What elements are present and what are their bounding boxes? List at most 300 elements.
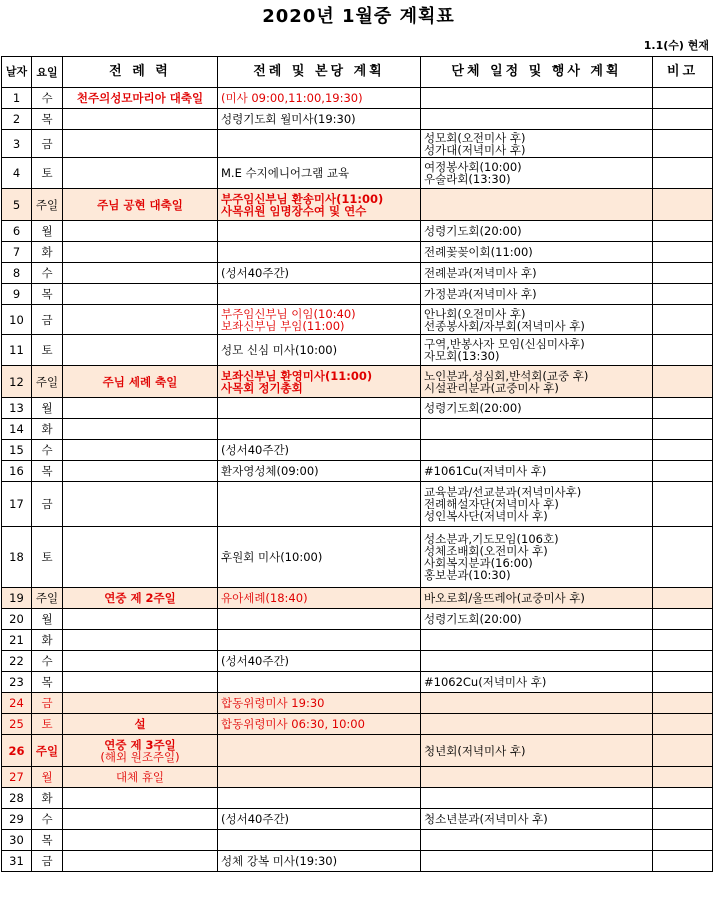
group-line: 전례분과(저녁미사 후) xyxy=(424,266,537,280)
liturgy-cell xyxy=(63,109,218,130)
groups-cell xyxy=(421,527,653,588)
schedule-row xyxy=(2,735,713,767)
liturgy-cell xyxy=(63,693,218,714)
liturgy-cell xyxy=(63,788,218,809)
group-line: 성소분과,기도모임(106호) xyxy=(424,532,559,546)
groups-cell xyxy=(421,809,653,830)
weekday-cell xyxy=(32,109,63,130)
note-cell xyxy=(653,851,713,872)
liturgy-cell xyxy=(63,735,218,767)
weekday-cell xyxy=(32,335,63,366)
plan-cell xyxy=(218,263,421,284)
liturgy-cell xyxy=(63,809,218,830)
date-cell xyxy=(2,398,32,419)
weekday-value: 화 xyxy=(41,245,53,259)
weekday-value: 토 xyxy=(41,166,53,180)
date-value: 20 xyxy=(9,612,24,626)
date-cell xyxy=(2,851,32,872)
group-line: 홍보분과(10:30) xyxy=(424,568,511,582)
group-line: 전례꽃꽂이회(11:00) xyxy=(424,245,533,259)
plan-cell xyxy=(218,305,421,335)
schedule-row xyxy=(2,305,713,335)
weekday-value: 월 xyxy=(41,770,53,784)
note-cell xyxy=(653,714,713,735)
note-cell xyxy=(653,609,713,630)
schedule-row xyxy=(2,609,713,630)
plan-cell xyxy=(218,588,421,609)
date-value: 10 xyxy=(9,312,24,327)
note-cell xyxy=(653,189,713,221)
group-line: 바오로회/울뜨레아(교중미사 후) xyxy=(424,591,585,605)
date-cell xyxy=(2,461,32,482)
weekday-cell xyxy=(32,398,63,419)
groups-cell xyxy=(421,398,653,419)
note-cell xyxy=(653,735,713,767)
plan-cell xyxy=(218,788,421,809)
schedule-row xyxy=(2,651,713,672)
plan-line: (성서40주간) xyxy=(221,654,290,668)
groups-cell xyxy=(421,630,653,651)
plan-cell xyxy=(218,440,421,461)
group-line: 성인복사단(저녁미사 후) xyxy=(424,509,548,523)
note-cell xyxy=(653,482,713,527)
note-cell xyxy=(653,158,713,189)
liturgy-cell xyxy=(63,482,218,527)
note-cell xyxy=(653,767,713,788)
groups-cell xyxy=(421,830,653,851)
group-line: 구역,반봉사자 모임(신심미사후) xyxy=(424,337,585,351)
group-line: 선종봉사회/자부회(저녁미사 후) xyxy=(424,318,585,333)
date-cell xyxy=(2,714,32,735)
group-line: 교육분과/선교분과(저녁미사후) xyxy=(424,485,582,499)
plan-line: M.E 수지에니어그램 교육 xyxy=(221,166,350,180)
weekday-value: 금 xyxy=(41,136,53,151)
note-cell xyxy=(653,109,713,130)
date-cell xyxy=(2,693,32,714)
plan-line: (성서40주간) xyxy=(221,266,290,280)
plan-cell xyxy=(218,88,421,109)
weekday-value: 수 xyxy=(41,812,53,826)
weekday-value: 화 xyxy=(41,791,53,805)
groups-cell xyxy=(421,693,653,714)
liturgy-cell xyxy=(63,651,218,672)
group-line: 여정봉사회(10:00) xyxy=(424,160,522,174)
plan-line: 합동위령미사 19:30 xyxy=(221,696,325,710)
schedule-row xyxy=(2,788,713,809)
weekday-value: 목 xyxy=(41,675,53,689)
weekday-cell xyxy=(32,263,63,284)
group-line: #1062Cu(저녁미사 후) xyxy=(424,675,547,689)
weekday-cell xyxy=(32,440,63,461)
schedule-row xyxy=(2,158,713,189)
note-cell xyxy=(653,588,713,609)
weekday-value: 금 xyxy=(41,696,53,710)
group-line: 시설관리분과(교중미사 후) xyxy=(424,380,559,395)
plan-line: 환자영성체(09:00) xyxy=(221,464,319,478)
group-line: 사회복지분과(16:00) xyxy=(424,556,533,570)
liturgy-value: 주님 공현 대축일 xyxy=(97,197,183,212)
schedule-row xyxy=(2,221,713,242)
note-cell xyxy=(653,672,713,693)
plan-line: 보좌신부님 환영미사(11:00) xyxy=(221,368,373,383)
weekday-value: 금 xyxy=(41,312,53,327)
plan-line: 성모 신심 미사(10:00) xyxy=(221,343,338,357)
date-value: 29 xyxy=(9,812,24,826)
plan-cell xyxy=(218,130,421,158)
note-cell xyxy=(653,527,713,588)
groups-cell xyxy=(421,263,653,284)
groups-cell xyxy=(421,109,653,130)
groups-cell xyxy=(421,366,653,398)
date-value: 2 xyxy=(12,112,21,126)
note-cell xyxy=(653,221,713,242)
schedule-row xyxy=(2,130,713,158)
group-line: #1061Cu(저녁미사 후) xyxy=(424,464,547,478)
date-cell xyxy=(2,284,32,305)
group-line: 우술라회(13:30) xyxy=(424,172,511,186)
schedule-row xyxy=(2,419,713,440)
groups-cell xyxy=(421,651,653,672)
groups-cell xyxy=(421,419,653,440)
plan-line: 사목위원 임명장수여 및 연수 xyxy=(221,203,367,218)
liturgy-cell xyxy=(63,714,218,735)
weekday-value: 수 xyxy=(41,266,53,280)
weekday-value: 수 xyxy=(41,443,53,457)
date-cell xyxy=(2,651,32,672)
groups-cell xyxy=(421,788,653,809)
plan-cell xyxy=(218,242,421,263)
groups-cell xyxy=(421,672,653,693)
liturgy-note: (해외 원조주일) xyxy=(100,749,180,764)
weekday-value: 목 xyxy=(41,464,53,478)
date-value: 19 xyxy=(9,591,24,605)
group-line: 성모회(오전미사 후) xyxy=(424,130,526,145)
group-line: 성체조배회(오전미사 후) xyxy=(424,544,548,558)
weekday-cell xyxy=(32,88,63,109)
header-note: 비고 xyxy=(653,57,713,88)
date-value: 9 xyxy=(12,287,21,301)
plan-cell xyxy=(218,767,421,788)
liturgy-cell xyxy=(63,630,218,651)
liturgy-cell xyxy=(63,263,218,284)
date-cell xyxy=(2,672,32,693)
plan-cell xyxy=(218,651,421,672)
date-value: 27 xyxy=(9,770,24,784)
liturgy-cell xyxy=(63,335,218,366)
schedule-row xyxy=(2,284,713,305)
plan-line: 부주임신부님 이임(10:40) xyxy=(221,306,356,321)
weekday-value: 화 xyxy=(41,633,53,647)
as-of-date: 1.1(수) 현재 xyxy=(643,39,709,52)
liturgy-cell xyxy=(63,366,218,398)
weekday-cell xyxy=(32,461,63,482)
date-value: 12 xyxy=(9,374,24,389)
date-cell xyxy=(2,527,32,588)
plan-cell xyxy=(218,461,421,482)
weekday-value: 월 xyxy=(41,224,53,238)
liturgy-cell xyxy=(63,440,218,461)
date-value: 23 xyxy=(9,675,24,689)
liturgy-cell xyxy=(63,158,218,189)
schedule-row xyxy=(2,461,713,482)
weekday-value: 토 xyxy=(41,717,53,731)
plan-cell xyxy=(218,221,421,242)
groups-cell xyxy=(421,767,653,788)
weekday-cell xyxy=(32,305,63,335)
weekday-cell xyxy=(32,714,63,735)
groups-cell xyxy=(421,588,653,609)
weekday-value: 금 xyxy=(41,854,53,868)
weekday-value: 월 xyxy=(41,612,53,626)
note-cell xyxy=(653,419,713,440)
plan-cell xyxy=(218,419,421,440)
date-value: 13 xyxy=(9,401,24,415)
date-value: 6 xyxy=(12,224,21,238)
schedule-row xyxy=(2,398,713,419)
weekday-value: 화 xyxy=(41,422,53,436)
weekday-cell xyxy=(32,630,63,651)
date-cell xyxy=(2,609,32,630)
weekday-value: 토 xyxy=(41,550,53,564)
weekday-cell xyxy=(32,735,63,767)
weekday-cell xyxy=(32,242,63,263)
schedule-row xyxy=(2,693,713,714)
weekday-cell xyxy=(32,588,63,609)
group-line: 자모회(13:30) xyxy=(424,349,500,363)
plan-cell xyxy=(218,398,421,419)
schedule-row xyxy=(2,809,713,830)
group-line: 성령기도회(20:00) xyxy=(424,401,522,415)
note-cell xyxy=(653,366,713,398)
plan-cell xyxy=(218,158,421,189)
plan-cell xyxy=(218,482,421,527)
weekday-cell xyxy=(32,482,63,527)
group-line: 성가대(저녁미사 후) xyxy=(424,142,526,157)
weekday-value: 월 xyxy=(41,401,53,415)
note-cell xyxy=(653,398,713,419)
date-value: 4 xyxy=(12,166,21,180)
page-title: 2020년 1월중 계획표 xyxy=(262,6,455,27)
groups-cell xyxy=(421,482,653,527)
schedule-row xyxy=(2,851,713,872)
group-line: 성령기도회(20:00) xyxy=(424,224,522,238)
liturgy-cell xyxy=(63,588,218,609)
date-cell xyxy=(2,158,32,189)
liturgy-cell xyxy=(63,767,218,788)
group-line: 노인분과,성심회,반석회(교중 후) xyxy=(424,368,589,383)
liturgy-cell xyxy=(63,851,218,872)
liturgy-cell xyxy=(63,189,218,221)
date-cell xyxy=(2,242,32,263)
weekday-value: 주일 xyxy=(35,743,59,758)
groups-cell xyxy=(421,189,653,221)
note-cell xyxy=(653,440,713,461)
note-cell xyxy=(653,651,713,672)
liturgy-cell xyxy=(63,672,218,693)
date-cell xyxy=(2,335,32,366)
groups-cell xyxy=(421,851,653,872)
plan-cell xyxy=(218,284,421,305)
schedule-row xyxy=(2,440,713,461)
weekday-value: 수 xyxy=(41,91,53,105)
plan-line: (미사 09:00,11:00,19:30) xyxy=(221,91,363,105)
weekday-cell xyxy=(32,419,63,440)
groups-cell xyxy=(421,714,653,735)
plan-cell xyxy=(218,630,421,651)
date-value: 8 xyxy=(12,266,21,280)
plan-line: (성서40주간) xyxy=(221,812,290,826)
schedule-row xyxy=(2,672,713,693)
liturgy-cell xyxy=(63,461,218,482)
weekday-cell xyxy=(32,221,63,242)
group-line: 청소년분과(저녁미사 후) xyxy=(424,812,548,826)
note-cell xyxy=(653,263,713,284)
date-value: 25 xyxy=(9,717,24,731)
weekday-cell xyxy=(32,672,63,693)
plan-cell xyxy=(218,735,421,767)
plan-cell xyxy=(218,109,421,130)
liturgy-value: 대체 휴일 xyxy=(115,770,165,784)
weekday-value: 주일 xyxy=(35,374,59,389)
groups-cell xyxy=(421,335,653,366)
note-cell xyxy=(653,130,713,158)
weekday-cell xyxy=(32,693,63,714)
date-cell xyxy=(2,366,32,398)
schedule-row xyxy=(2,263,713,284)
plan-cell xyxy=(218,809,421,830)
liturgy-value: 연중 제 2주일 xyxy=(104,591,176,605)
date-cell xyxy=(2,830,32,851)
liturgy-cell xyxy=(63,419,218,440)
date-value: 26 xyxy=(8,743,25,758)
date-value: 16 xyxy=(9,464,24,478)
liturgy-cell xyxy=(63,221,218,242)
liturgy-value: 천주의성모마리아 대축일 xyxy=(76,91,204,105)
date-cell xyxy=(2,221,32,242)
header-liturgy: 전 례 력 xyxy=(63,57,218,88)
date-cell xyxy=(2,440,32,461)
liturgy-value: 연중 제 3주일 xyxy=(104,737,176,752)
note-cell xyxy=(653,88,713,109)
plan-cell xyxy=(218,609,421,630)
plan-line: 사목회 정기총회 xyxy=(221,380,303,395)
group-line: 성령기도회(20:00) xyxy=(424,612,522,626)
date-cell xyxy=(2,767,32,788)
group-line: 가정분과(저녁미사 후) xyxy=(424,287,537,301)
weekday-cell xyxy=(32,851,63,872)
schedule-row xyxy=(2,335,713,366)
schedule-row xyxy=(2,109,713,130)
weekday-cell xyxy=(32,366,63,398)
weekday-cell xyxy=(32,609,63,630)
date-cell xyxy=(2,588,32,609)
groups-cell xyxy=(421,88,653,109)
date-value: 3 xyxy=(12,136,21,151)
schedule-row xyxy=(2,714,713,735)
date-cell xyxy=(2,88,32,109)
weekday-cell xyxy=(32,189,63,221)
header-groups: 단체 일정 및 행사 계획 xyxy=(421,57,653,88)
liturgy-cell xyxy=(63,305,218,335)
date-value: 17 xyxy=(9,497,24,511)
plan-cell xyxy=(218,527,421,588)
plan-cell xyxy=(218,366,421,398)
date-value: 1 xyxy=(12,91,21,105)
header-plan: 전례 및 본당 계획 xyxy=(218,57,421,88)
weekday-cell xyxy=(32,830,63,851)
date-value: 15 xyxy=(9,443,24,457)
weekday-value: 금 xyxy=(41,497,53,511)
weekday-value: 토 xyxy=(41,343,53,357)
weekday-cell xyxy=(32,767,63,788)
plan-cell xyxy=(218,851,421,872)
date-cell xyxy=(2,482,32,527)
date-cell xyxy=(2,809,32,830)
schedule-table xyxy=(1,56,713,872)
date-value: 14 xyxy=(9,422,24,436)
date-value: 5 xyxy=(12,197,21,212)
plan-line: 합동위령미사 06:30, 10:00 xyxy=(221,717,365,731)
weekday-cell xyxy=(32,651,63,672)
note-cell xyxy=(653,788,713,809)
schedule-row xyxy=(2,527,713,588)
weekday-value: 목 xyxy=(41,833,53,847)
group-line: 안나회(오전미사 후) xyxy=(424,306,526,321)
plan-line: (성서40주간) xyxy=(221,443,290,457)
weekday-cell xyxy=(32,158,63,189)
plan-line: 부주임신부님 환송미사(11:00) xyxy=(221,191,384,206)
plan-cell xyxy=(218,714,421,735)
note-cell xyxy=(653,461,713,482)
liturgy-cell xyxy=(63,527,218,588)
date-cell xyxy=(2,788,32,809)
plan-cell xyxy=(218,693,421,714)
weekday-cell xyxy=(32,130,63,158)
schedule-row xyxy=(2,88,713,109)
plan-cell xyxy=(218,189,421,221)
schedule-row xyxy=(2,588,713,609)
date-value: 7 xyxy=(12,245,21,259)
liturgy-value: 주님 세례 축일 xyxy=(102,374,178,389)
note-cell xyxy=(653,284,713,305)
plan-line: 후원회 미사(10:00) xyxy=(221,550,323,564)
weekday-value: 수 xyxy=(41,654,53,668)
schedule-row xyxy=(2,830,713,851)
date-cell xyxy=(2,130,32,158)
weekday-cell xyxy=(32,809,63,830)
liturgy-cell xyxy=(63,398,218,419)
weekday-value: 목 xyxy=(41,112,53,126)
groups-cell xyxy=(421,305,653,335)
date-value: 11 xyxy=(9,343,24,357)
date-cell xyxy=(2,109,32,130)
groups-cell xyxy=(421,440,653,461)
weekday-cell xyxy=(32,788,63,809)
note-cell xyxy=(653,335,713,366)
date-value: 22 xyxy=(9,654,24,668)
schedule-row xyxy=(2,242,713,263)
schedule-row xyxy=(2,189,713,221)
plan-cell xyxy=(218,672,421,693)
date-value: 31 xyxy=(9,854,24,868)
group-line: 전례해설자단(저녁미사 후) xyxy=(424,497,559,511)
liturgy-cell xyxy=(63,830,218,851)
header-date: 날자 xyxy=(2,57,32,88)
header-weekday: 요일 xyxy=(32,57,63,88)
note-cell xyxy=(653,830,713,851)
schedule-row xyxy=(2,366,713,398)
note-cell xyxy=(653,305,713,335)
